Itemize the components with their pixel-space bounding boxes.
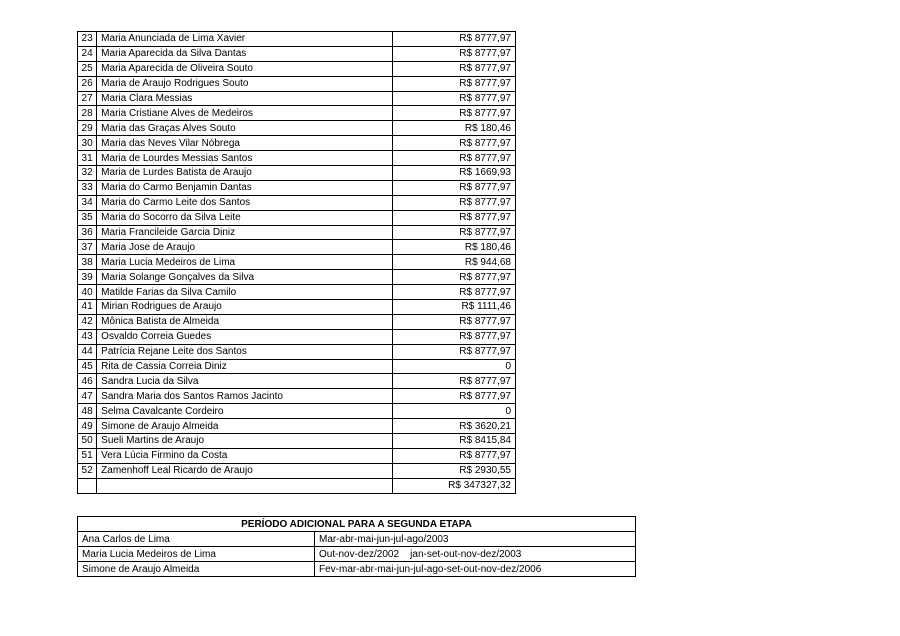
row-number: 39 [78, 270, 97, 285]
table-row [78, 121, 516, 136]
row-value: R$ 8777,97 [392, 270, 515, 285]
table-row [78, 329, 516, 344]
table-row [78, 106, 516, 121]
row-number: 52 [78, 463, 97, 478]
table-row [78, 195, 516, 210]
row-value: 0 [392, 404, 515, 419]
row-name: Zamenhoff Leal Ricardo de Araujo [97, 463, 393, 478]
table-row [78, 359, 516, 374]
row-value: R$ 1111,46 [392, 300, 515, 315]
table-row [78, 225, 516, 240]
row-name: Maria Solange Gonçalves da Silva [97, 270, 393, 285]
period-text: Fev-mar-abr-mai-jun-jul-ago-set-out-nov-dez/2006 [315, 562, 636, 577]
row-name: Maria Francileide Garcia Diniz [97, 225, 393, 240]
row-value: R$ 8777,97 [392, 329, 515, 344]
table-row [78, 151, 516, 166]
row-value: R$ 1669,93 [392, 166, 515, 181]
row-number: 37 [78, 240, 97, 255]
table-row [78, 300, 516, 315]
row-value: R$ 2930,55 [392, 463, 515, 478]
table-row [78, 46, 516, 61]
row-value: R$ 8777,97 [392, 106, 515, 121]
row-number: 33 [78, 180, 97, 195]
payment-table-body [78, 32, 516, 494]
row-number: 46 [78, 374, 97, 389]
row-value: R$ 180,46 [392, 240, 515, 255]
row-name: Mônica Batista de Almeida [97, 314, 393, 329]
row-name: Maria Aparecida de Oliveira Souto [97, 61, 393, 76]
row-name: Sueli Martins de Araujo [97, 434, 393, 449]
table-row [78, 76, 516, 91]
additional-period-table [77, 516, 636, 577]
row-number: 30 [78, 136, 97, 151]
row-name: Simone de Araujo Almeida [97, 419, 393, 434]
row-value: R$ 8777,97 [392, 32, 515, 47]
additional-period-row [78, 532, 636, 547]
table-row [78, 32, 516, 47]
row-name: Selma Cavalcante Cordeiro [97, 404, 393, 419]
person-name: Simone de Araujo Almeida [78, 562, 315, 577]
row-name: Matilde Farias da Silva Camilo [97, 285, 393, 300]
row-number: 44 [78, 344, 97, 359]
table-row [78, 91, 516, 106]
empty-cell [97, 478, 393, 493]
row-name: Sandra Lucia da Silva [97, 374, 393, 389]
row-number: 34 [78, 195, 97, 210]
row-number: 28 [78, 106, 97, 121]
row-name: Maria Aparecida da Silva Dantas [97, 46, 393, 61]
row-number: 41 [78, 300, 97, 315]
row-name: Patrícia Rejane Leite dos Santos [97, 344, 393, 359]
row-value: R$ 8777,97 [392, 46, 515, 61]
person-name: Maria Lucia Medeiros de Lima [78, 547, 315, 562]
additional-period-table-body [78, 517, 636, 577]
row-name: Maria Cristiane Alves de Medeiros [97, 106, 393, 121]
row-name: Maria do Carmo Benjamin Dantas [97, 180, 393, 195]
person-name: Ana Carlos de Lima [78, 532, 315, 547]
row-name: Maria de Lourdes Messias Santos [97, 151, 393, 166]
row-name: Vera Lúcia Firmino da Costa [97, 448, 393, 463]
row-number: 42 [78, 314, 97, 329]
table-row [78, 61, 516, 76]
row-value: R$ 8777,97 [392, 210, 515, 225]
row-value: R$ 3620,21 [392, 419, 515, 434]
table-row [78, 463, 516, 478]
row-value: R$ 180,46 [392, 121, 515, 136]
row-number: 26 [78, 76, 97, 91]
row-name: Maria de Araujo Rodrigues Souto [97, 76, 393, 91]
empty-cell [78, 478, 97, 493]
row-name: Sandra Maria dos Santos Ramos Jacinto [97, 389, 393, 404]
table-row [78, 314, 516, 329]
row-number: 29 [78, 121, 97, 136]
row-number: 25 [78, 61, 97, 76]
row-value: R$ 944,68 [392, 255, 515, 270]
row-name: Maria Lucia Medeiros de Lima [97, 255, 393, 270]
row-name: Maria das Graças Alves Souto [97, 121, 393, 136]
row-number: 31 [78, 151, 97, 166]
table-row [78, 419, 516, 434]
row-value: R$ 8777,97 [392, 285, 515, 300]
row-number: 32 [78, 166, 97, 181]
table-row [78, 434, 516, 449]
total-value: R$ 347327,32 [392, 478, 515, 493]
table-row [78, 448, 516, 463]
period-text: Out-nov-dez/2002 jan-set-out-nov-dez/2003 [315, 547, 636, 562]
row-name: Maria de Lurdes Batista de Araujo [97, 166, 393, 181]
table-row [78, 255, 516, 270]
row-name: Rita de Cassia Correia Diniz [97, 359, 393, 374]
table-row [78, 166, 516, 181]
row-number: 50 [78, 434, 97, 449]
row-value: R$ 8777,97 [392, 76, 515, 91]
row-number: 45 [78, 359, 97, 374]
row-number: 47 [78, 389, 97, 404]
row-name: Maria Jose de Araujo [97, 240, 393, 255]
additional-period-title: PERÍODO ADICIONAL PARA A SEGUNDA ETAPA [78, 517, 636, 532]
total-row [78, 478, 516, 493]
row-value: 0 [392, 359, 515, 374]
row-value: R$ 8777,97 [392, 225, 515, 240]
table-row [78, 270, 516, 285]
period-text: Mar-abr-mai-jun-jul-ago/2003 [315, 532, 636, 547]
table-row [78, 136, 516, 151]
row-name: Maria do Socorro da Silva Leite [97, 210, 393, 225]
row-value: R$ 8777,97 [392, 136, 515, 151]
table-row [78, 210, 516, 225]
row-name: Maria Clara Messias [97, 91, 393, 106]
table-row [78, 180, 516, 195]
row-number: 43 [78, 329, 97, 344]
table-row [78, 374, 516, 389]
row-number: 36 [78, 225, 97, 240]
row-number: 23 [78, 32, 97, 47]
row-value: R$ 8777,97 [392, 448, 515, 463]
row-number: 48 [78, 404, 97, 419]
row-value: R$ 8777,97 [392, 344, 515, 359]
table-row [78, 389, 516, 404]
row-number: 51 [78, 448, 97, 463]
row-name: Mirian Rodrigues de Araujo [97, 300, 393, 315]
row-number: 24 [78, 46, 97, 61]
table-row [78, 285, 516, 300]
row-name: Osvaldo Correia Guedes [97, 329, 393, 344]
row-name: Maria das Neves Vilar Nóbrega [97, 136, 393, 151]
additional-period-row [78, 562, 636, 577]
row-value: R$ 8415,84 [392, 434, 515, 449]
row-name: Maria do Carmo Leite dos Santos [97, 195, 393, 210]
row-number: 27 [78, 91, 97, 106]
row-number: 38 [78, 255, 97, 270]
row-number: 35 [78, 210, 97, 225]
table-row [78, 404, 516, 419]
row-value: R$ 8777,97 [392, 91, 515, 106]
row-value: R$ 8777,97 [392, 195, 515, 210]
row-value: R$ 8777,97 [392, 151, 515, 166]
additional-period-row [78, 547, 636, 562]
row-value: R$ 8777,97 [392, 180, 515, 195]
row-value: R$ 8777,97 [392, 314, 515, 329]
payment-table [77, 31, 516, 494]
row-value: R$ 8777,97 [392, 61, 515, 76]
table-row [78, 240, 516, 255]
row-number: 49 [78, 419, 97, 434]
row-value: R$ 8777,97 [392, 374, 515, 389]
additional-period-title-row [78, 517, 636, 532]
table-row [78, 344, 516, 359]
row-value: R$ 8777,97 [392, 389, 515, 404]
row-name: Maria Anunciada de Lima Xavier [97, 32, 393, 47]
row-number: 40 [78, 285, 97, 300]
